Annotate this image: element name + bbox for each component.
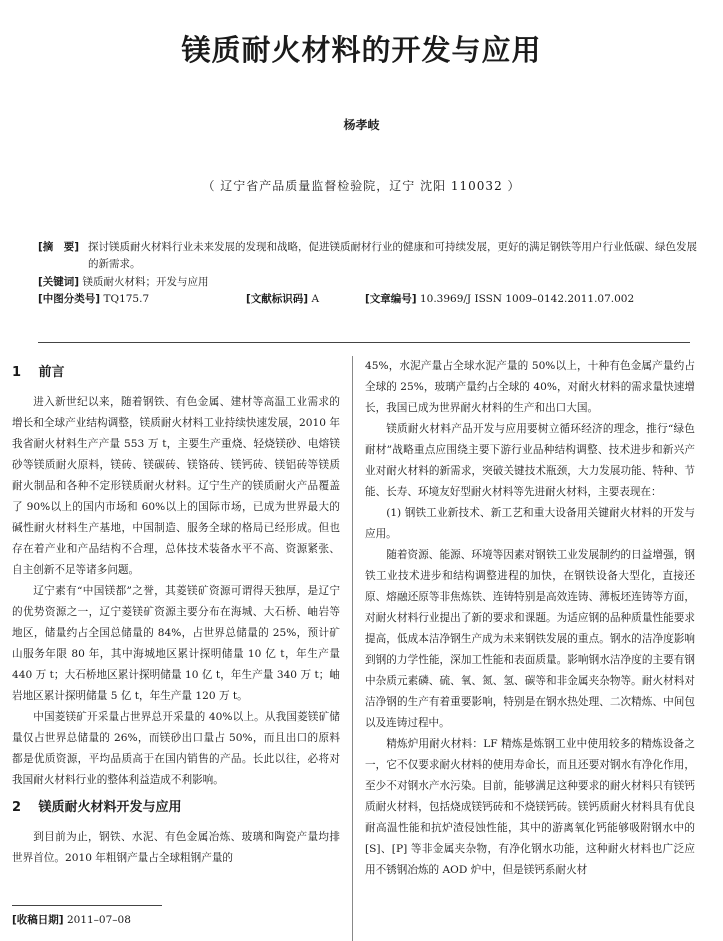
author-name: 杨孝岐	[343, 118, 380, 132]
column-divider	[352, 356, 353, 941]
paragraph: 镁质耐火材料产品开发与应用要树立循环经济的理念，推行“绿色耐材”战略重点应围绕主要下游行业品种结构调整、技术进步和新兴产业对耐火材料的新需求，突破关键技术瓶颈，大力发展功能、特种、节能、长寿、环境友好型耐火材料等先进耐火材料，主要表现在：	[365, 423, 695, 498]
article-number-label: [文章编号]	[365, 293, 417, 305]
paragraph: 到目前为止，钢铁、水泥、有色金属冶炼、玻璃和陶瓷产量均排世界首位。2010 年粗钢产量占全球粗钢产量的	[12, 831, 340, 864]
paragraph: 进入新世纪以来，随着钢铁、有色金属、建材等高温工业需求的增长和全球产业结构调整，镁质耐火材料工业持续快速发展，2010 年我省耐火材料生产产量 553 万 t，主要生产重烧、轻烧镁砂、电熔镁砂等镁质耐火原料，镁砖、镁碳砖、镁铬砖、镁钙砖、镁铝砖等镁质耐火制品和各种不定形镁质耐火材料。辽宁生产的镁质耐火产品覆盖了 90%以上的国内市场和 60%以上的国际市场，已成为世界最大的碱性耐火材料生产基地，中国制造、服务全球的格局已经形成。但也存在着产业和产品结构不合理，总体技术装备水平不高、资源紧张、自主创新不足等诸多问题。	[12, 396, 340, 576]
paragraph: 中国菱镁矿开采量占世界总开采量的 40%以上。从我国菱镁矿储量仅占世界总储量的 26%，而镁砂出口量占 50%，而且出口的原料都是优质资源，平均品质高于在国内销售的产品。长此以往，必将对我国耐火材料行业的整体利益造成不利影响。	[12, 711, 340, 786]
abstract-block	[38, 239, 698, 273]
paragraph: 精炼炉用耐火材料：LF 精炼是炼钢工业中使用较多的精炼设备之一，它不仅要求耐火材料的使用寿命长，而且还要对钢水有净化作用，至少不对钢水产水污染。目前，能够满足这种要求的耐火材料只有镁钙质耐火材料，包括烧成镁钙砖和不烧镁钙砖。镁钙质耐火材料具有优良耐高温性能和抗炉渣侵蚀性能，其中的游离氧化钙能够吸附钢水中的 [S]、[P] 等非金属夹杂物，有净化钢水功能，这种耐火材料也广泛应用不锈钢冶炼的 AOD 炉中，但是镁钙系耐火材	[365, 738, 695, 876]
section-number: 1	[12, 365, 22, 380]
paper-title: 镁质耐火材料的开发与应用	[181, 33, 542, 67]
header-divider	[38, 342, 690, 343]
keywords-text: 镁质耐火材料；开发与应用	[82, 276, 209, 288]
paragraph: (1) 钢铁工业新技术、新工艺和重大设备用关键耐火材料的开发与应用。	[365, 507, 695, 540]
section-heading-1	[12, 362, 340, 384]
abstract-text: 探讨镁质耐火材料行业未来发展的发现和战略，促进镁质耐材行业的健康和可持续发展，更好的满足钢铁等用户行业低碳、绿色发展的新需求。	[88, 241, 697, 270]
paragraph: 辽宁素有“中国镁都”之誉，其菱镁矿资源可谓得天独厚，是辽宁的优势资源之一，辽宁菱镁矿资源主要分布在海城、大石桥、岫岩等地区，储量约占全国总储量的 84%，占世界总储量的 25%，预计矿山服务年限 80 年，其中海城地区累计探明储量 10 亿 t，年生产量 440 万 t；大石桥地区累计探明储量 10 亿 t，年生产量 340 万 t；岫岩地区累计探明储量 5 亿 t，年生产量 120 万 t。	[12, 585, 340, 702]
author-affiliation: （ 辽宁省产品质量监督检验院，辽宁 沈阳 110032 ）	[202, 179, 521, 193]
doc-code-label: [文献标识码]	[246, 293, 309, 305]
abstract-label: [摘 要]	[38, 241, 80, 253]
section-title: 镁质耐火材料开发与应用	[38, 800, 182, 815]
right-column	[365, 356, 695, 881]
clc-label: [中图分类号]	[38, 293, 101, 305]
footnote-divider	[12, 905, 162, 906]
keywords-label: [关键词]	[38, 276, 80, 288]
section-heading-2	[12, 797, 340, 819]
clc-value: TQ175.7	[103, 293, 150, 305]
article-number-entry	[365, 291, 634, 308]
left-column	[12, 356, 340, 869]
received-date-label: [收稿日期]	[12, 914, 64, 926]
section-title: 前言	[38, 365, 65, 380]
received-date-footnote	[12, 912, 131, 927]
classification-block	[38, 291, 698, 308]
article-number-value: 10.3969/J ISSN 1009–0142.2011.07.002	[419, 293, 635, 305]
section-number: 2	[12, 800, 22, 815]
doc-code-entry	[246, 291, 319, 308]
received-date-value: 2011–07–08	[66, 914, 131, 926]
paragraph: 45%，水泥产量占全球水泥产量的 50%以上，十种有色金属产量约占全球的 25%，玻璃产量约占全球的 40%，对耐火材料的需求量快速增长，我国已成为世界耐火材料的生产和出口大国。	[365, 360, 695, 414]
keywords-block	[38, 274, 698, 291]
doc-code-value: A	[311, 293, 320, 305]
clc-entry	[38, 291, 149, 308]
paragraph: 随着资源、能源、环境等因素对钢铁工业发展制约的日益增强，钢铁工业技术进步和结构调整进程的加快，在钢铁设备大型化，直接还原、熔融还原等非焦炼铁、连铸特别是高效连铸、薄板坯连铸等方面，对耐火材料行业提出了新的要求和课题。为适应钢的品种质量性能要求提高，低成本洁净钢生产成为未来钢铁发展的重点。钢水的洁净度影响到钢的力学性能，深加工性能和表面质量。影响钢水洁净度的主要有钢中杂质元素磷、硫、氧、氮、氢、碳等和非金属夹杂物等。耐火材料对洁净钢的生产有着重要影响，特别是在钢水热处理、二次精炼、中间包以及连铸过程中。	[365, 549, 695, 729]
